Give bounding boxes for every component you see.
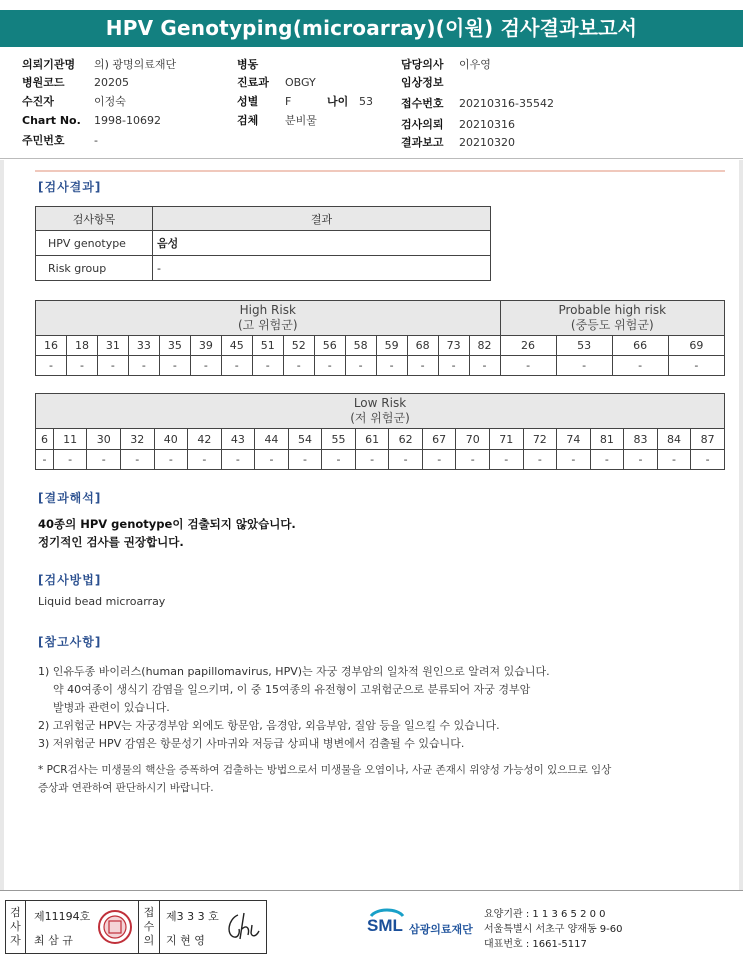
reviewer-name: 지 현 영: [166, 934, 205, 947]
table-header: 검사항목: [36, 207, 153, 231]
hpv-result-cell: -: [53, 450, 87, 470]
org-contact: [484, 907, 623, 952]
section-divider: [35, 170, 725, 172]
hpv-type-cell: 33: [128, 336, 159, 356]
hpv-type-cell: 18: [66, 336, 97, 356]
hpv-type-cell: 81: [590, 429, 624, 450]
info-label: 검사의뢰: [401, 118, 444, 131]
probable-risk-subtitle: (중등도 위험군): [570, 318, 654, 332]
tester-name: 최 삼 규: [34, 934, 73, 947]
low-risk-header: [36, 394, 725, 429]
info-label: 병원코드: [22, 76, 65, 89]
reference-line: 2) 고위험군 HPV는 자궁경부암 외에도 항문암, 음경암, 외음부암, 질암 등을 일으킬 수 있습니다.: [38, 719, 500, 732]
hpv-type-cell: 44: [255, 429, 289, 450]
hpv-result-cell: -: [322, 450, 356, 470]
header-divider: [0, 158, 743, 159]
hpv-type-cell: 31: [97, 336, 128, 356]
left-edge: [0, 160, 4, 890]
reviewer-label: 접수의: [138, 901, 160, 953]
info-value: 53: [359, 95, 373, 108]
info-value: 20210320: [459, 136, 515, 149]
hpv-result-cell: -: [345, 356, 376, 376]
hpv-type-cell: 42: [188, 429, 222, 450]
interpretation-line: 정기적인 검사를 권장합니다.: [38, 535, 184, 549]
hpv-type-cell: 66: [612, 336, 668, 356]
hpv-result-cell: -: [255, 450, 289, 470]
hpv-type-cell: 69: [668, 336, 724, 356]
reviewer-number: 제3 3 3 호: [166, 910, 219, 923]
hpv-type-cell: 55: [322, 429, 356, 450]
info-label: 접수번호: [401, 97, 444, 110]
high-risk-header: [36, 301, 501, 336]
org-name: 삼광의료재단: [409, 923, 473, 936]
info-value: F: [285, 95, 292, 108]
hpv-result-cell: -: [657, 450, 691, 470]
probable-risk-title: Probable high risk: [558, 303, 667, 317]
result-item: Risk group: [36, 256, 153, 281]
hpv-type-cell: 87: [691, 429, 725, 450]
hpv-type-cell: 32: [120, 429, 154, 450]
hpv-result-cell: -: [66, 356, 97, 376]
hpv-result-cell: -: [355, 450, 389, 470]
reference-line: 3) 저위험군 HPV 감염은 항문성기 사마귀와 저등급 상피내 병변에서 검출될 수 있습니다.: [38, 737, 465, 750]
info-label: 진료과: [237, 76, 269, 89]
hpv-result-cell: -: [190, 356, 221, 376]
hpv-type-cell: 11: [53, 429, 87, 450]
info-value: 이정숙: [94, 95, 126, 108]
info-label: 의뢰기관명: [22, 58, 76, 71]
signature-box: [5, 900, 267, 954]
hpv-result-cell: -: [154, 450, 188, 470]
hpv-type-cell: 59: [376, 336, 407, 356]
hpv-result-cell: -: [97, 356, 128, 376]
info-label: 주민번호: [22, 134, 65, 147]
result-item: HPV genotype: [36, 231, 153, 256]
info-value: 20205: [94, 76, 129, 89]
hpv-result-cell: -: [438, 356, 469, 376]
hpv-result-cell: -: [557, 450, 591, 470]
hpv-type-cell: 71: [490, 429, 524, 450]
reference-line: 발병과 관련이 있습니다.: [53, 701, 170, 714]
method-text: Liquid bead microarray: [38, 595, 166, 608]
hpv-type-cell: 45: [221, 336, 252, 356]
info-value: 분비물: [285, 114, 317, 127]
hpv-type-cell: 83: [624, 429, 658, 450]
section-title-result: [검사결과]: [38, 180, 102, 194]
hpv-type-cell: 73: [438, 336, 469, 356]
info-value: 1998-10692: [94, 114, 161, 127]
result-value: 음성: [153, 231, 491, 256]
high-risk-subtitle: (고 위험군): [237, 318, 298, 332]
hpv-result-cell: -: [668, 356, 724, 376]
hpv-result-cell: -: [87, 450, 121, 470]
hpv-result-cell: -: [288, 450, 322, 470]
hpv-type-cell: 39: [190, 336, 221, 356]
hpv-result-cell: -: [314, 356, 345, 376]
hpv-result-cell: -: [389, 450, 423, 470]
hpv-type-cell: 68: [407, 336, 438, 356]
hpv-type-cell: 30: [87, 429, 121, 450]
tester-label: 검사자: [6, 901, 26, 953]
info-label: 나이: [327, 95, 349, 108]
result-table: [35, 206, 491, 281]
hpv-result-cell: -: [500, 356, 556, 376]
hpv-type-cell: 61: [355, 429, 389, 450]
org-logo-text: SML: [367, 916, 403, 935]
hpv-result-cell: -: [283, 356, 314, 376]
info-label: 수진자: [22, 95, 54, 108]
low-risk-title: Low Risk: [353, 396, 407, 410]
footer-divider: [0, 890, 743, 891]
info-value: -: [94, 134, 98, 147]
info-value: 의) 광명의료재단: [94, 58, 177, 71]
section-title-interpretation: [결과해석]: [38, 491, 102, 505]
hpv-result-cell: -: [188, 450, 222, 470]
section-title-method: [검사방법]: [38, 573, 102, 587]
report-title: HPV Genotyping(microarray)(이원) 검사결과보고서: [0, 10, 743, 47]
tester-number: 제11194호: [34, 910, 91, 923]
hpv-result-cell: -: [490, 450, 524, 470]
info-label: 임상정보: [401, 76, 444, 89]
info-label: 성별: [237, 95, 259, 108]
hpv-result-cell: -: [252, 356, 283, 376]
hpv-result-cell: -: [221, 450, 255, 470]
hpv-result-cell: -: [590, 450, 624, 470]
info-label: 담당의사: [401, 58, 444, 71]
reference-list: [38, 663, 550, 753]
hpv-type-cell: 54: [288, 429, 322, 450]
section-title-reference: [참고사항]: [38, 635, 102, 649]
hpv-type-cell: 56: [314, 336, 345, 356]
hpv-type-cell: 72: [523, 429, 557, 450]
hpv-result-cell: -: [376, 356, 407, 376]
probable-risk-header: [500, 301, 724, 336]
reference-line: 약 40여종이 생식기 감염을 일으키며, 이 중 15여종의 유전형이 고위험군으로 분류되어 자궁 경부암: [53, 683, 531, 696]
hpv-type-cell: 70: [456, 429, 490, 450]
hpv-result-cell: -: [624, 450, 658, 470]
right-edge: [739, 160, 743, 890]
hpv-result-cell: -: [36, 450, 54, 470]
note-text: [38, 761, 611, 797]
hpv-type-cell: 53: [556, 336, 612, 356]
high-risk-table: [35, 300, 725, 376]
info-value: 20210316-35542: [459, 97, 554, 110]
hpv-type-cell: 82: [469, 336, 500, 356]
hpv-type-cell: 67: [422, 429, 456, 450]
hpv-result-cell: -: [120, 450, 154, 470]
info-label: 결과보고: [401, 136, 444, 149]
hpv-type-cell: 43: [221, 429, 255, 450]
hpv-result-cell: -: [128, 356, 159, 376]
seal-stamp: [96, 907, 134, 947]
note-line: 증상과 연관하여 판단하시기 바랍니다.: [38, 782, 214, 794]
info-value: 이우영: [459, 58, 491, 71]
hpv-type-cell: 74: [557, 429, 591, 450]
high-risk-title: High Risk: [239, 303, 296, 317]
table-header: 결과: [153, 207, 491, 231]
info-value: 20210316: [459, 118, 515, 131]
signature-mark: [224, 911, 262, 946]
hpv-result-cell: -: [407, 356, 438, 376]
hpv-result-cell: -: [36, 356, 67, 376]
hpv-type-cell: 62: [389, 429, 423, 450]
hpv-result-cell: -: [612, 356, 668, 376]
hpv-type-cell: 6: [36, 429, 54, 450]
hpv-result-cell: -: [456, 450, 490, 470]
hpv-result-cell: -: [221, 356, 252, 376]
org-phone: 대표번호 : 1661-5117: [484, 939, 587, 950]
hpv-type-cell: 40: [154, 429, 188, 450]
hpv-result-cell: -: [523, 450, 557, 470]
info-label: 병동: [237, 58, 259, 71]
hpv-type-cell: 84: [657, 429, 691, 450]
hpv-type-cell: 52: [283, 336, 314, 356]
low-risk-table: [35, 393, 725, 470]
hpv-result-cell: -: [159, 356, 190, 376]
hpv-result-cell: -: [691, 450, 725, 470]
hpv-type-cell: 16: [36, 336, 67, 356]
hpv-type-cell: 51: [252, 336, 283, 356]
hpv-type-cell: 58: [345, 336, 376, 356]
hpv-result-cell: -: [469, 356, 500, 376]
low-risk-subtitle: (저 위험군): [350, 411, 410, 425]
reference-line: 1) 인유두종 바이러스(human papillomavirus, HPV)는 자궁 경부암의 일차적 원인으로 알려져 있습니다.: [38, 665, 550, 678]
org-address: 서울특별시 서초구 양재동 9-60: [484, 924, 623, 935]
info-label: Chart No.: [22, 114, 81, 127]
hpv-type-cell: 26: [500, 336, 556, 356]
note-line: * PCR검사는 미생물의 핵산을 증폭하여 검출하는 방법으로서 미생물을 오염이나, 사균 존재시 위양성 가능성이 있으므로 임상: [38, 764, 612, 776]
interpretation-line: 40종의 HPV genotype이 검출되지 않았습니다.: [38, 517, 296, 531]
result-value: -: [153, 256, 491, 281]
hpv-type-cell: 35: [159, 336, 190, 356]
info-value: OBGY: [285, 76, 316, 89]
interpretation-text: [38, 515, 296, 551]
info-label: 검체: [237, 114, 259, 127]
hpv-result-cell: -: [422, 450, 456, 470]
org-code: 요양기관 : 1 1 3 6 5 2 0 0: [484, 909, 606, 920]
hpv-result-cell: -: [556, 356, 612, 376]
